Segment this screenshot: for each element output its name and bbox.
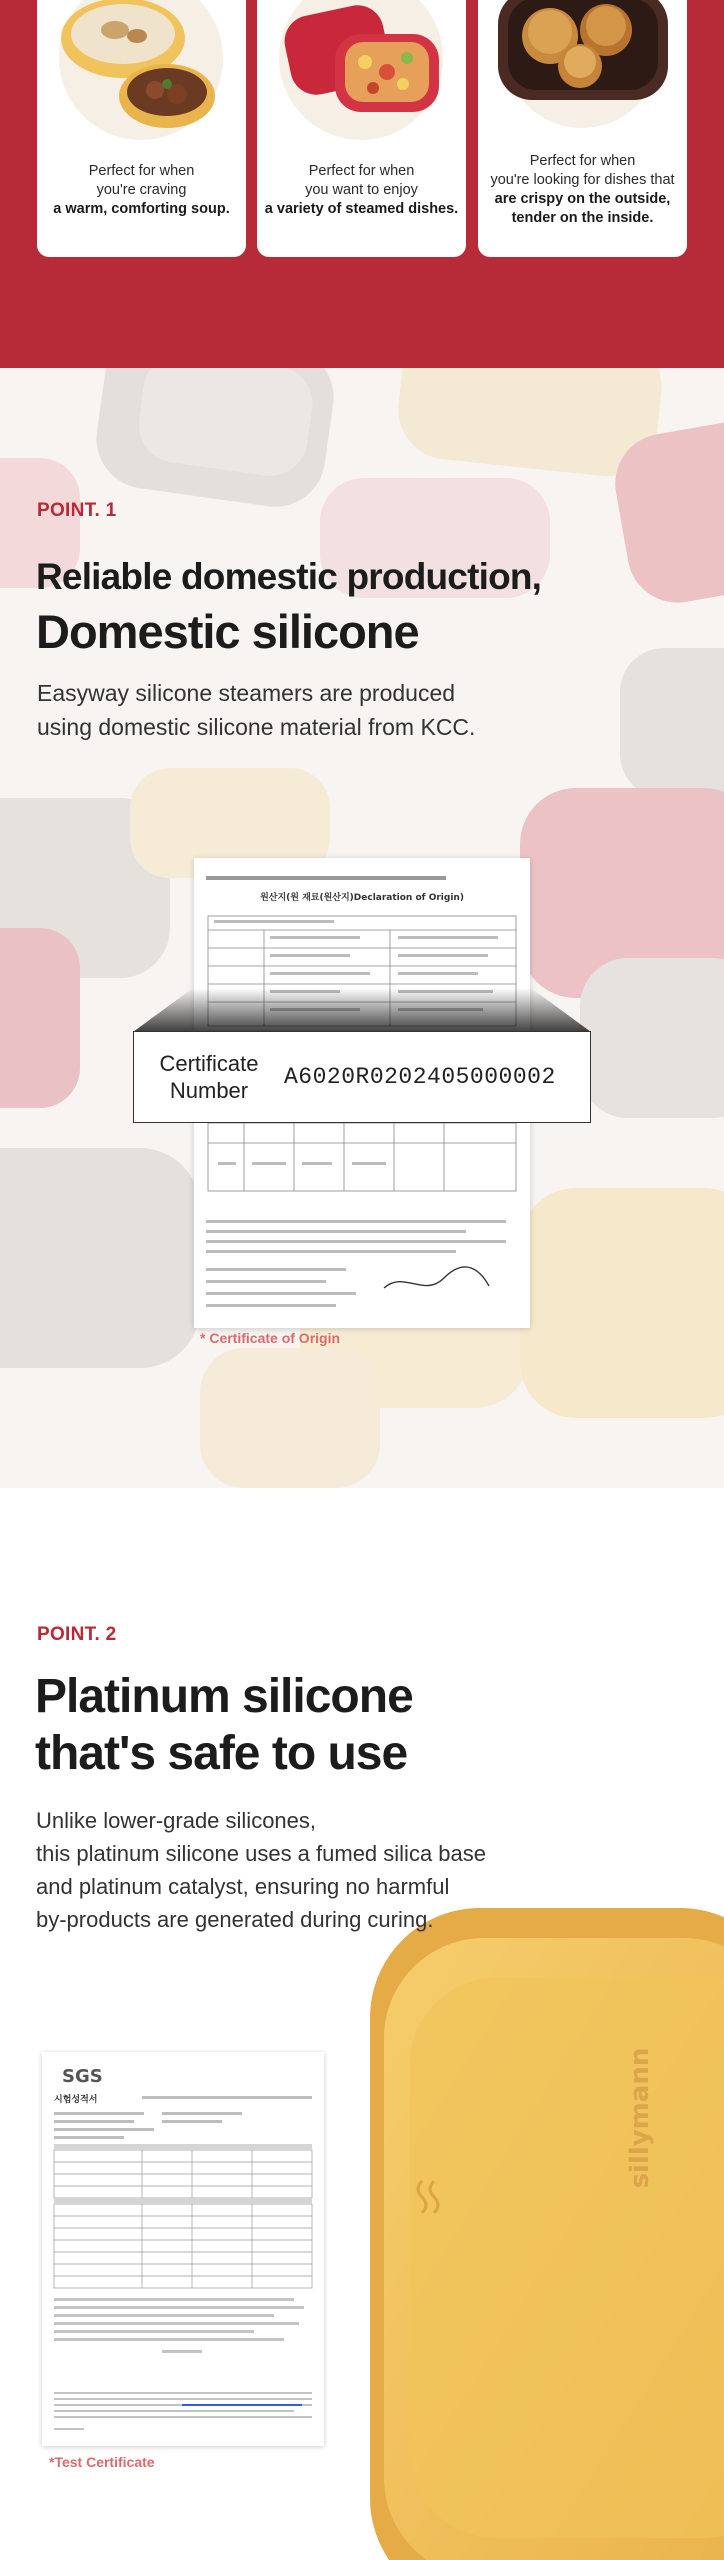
heading-line: Platinum silicone [35, 1670, 413, 1723]
label-line: Certificate [159, 1051, 259, 1076]
card-line: Perfect for when [88, 163, 195, 179]
description-line: Easyway silicone steamers are produced [37, 680, 456, 706]
description-line: and platinum catalyst, ensuring no harmful [36, 1874, 450, 1899]
card-line: you're craving [96, 182, 187, 198]
description-line: this platinum silicone uses a fumed silica base [36, 1841, 487, 1866]
point-1-subheading: Domestic silicone [36, 605, 419, 658]
usage-card-crispy [478, 0, 687, 257]
certificate-number-value: A6020R0202405000002 [284, 1064, 556, 1090]
point-2-heading [35, 1668, 413, 1782]
heading-line: that's safe to use [35, 1727, 408, 1780]
point-2-description [36, 1804, 506, 1936]
certificate-number-box [133, 1031, 591, 1123]
soup-bowl-icon [37, 0, 246, 150]
card-highlight: are crispy on the outside, [494, 191, 671, 207]
card-text [484, 152, 681, 228]
card-highlight: a variety of steamed dishes. [264, 201, 459, 217]
card-highlight: tender on the inside. [511, 210, 654, 226]
usage-card-steamed [257, 0, 466, 257]
point-1-heading: Reliable domestic production, [36, 556, 542, 597]
card-text [263, 162, 460, 219]
point-1-section [0, 368, 724, 1488]
lid-brand-text: sillymann [625, 2047, 655, 2189]
card-line: Perfect for when [529, 153, 636, 169]
card-line: you're looking for dishes that [490, 172, 675, 188]
certificate-caption: * Certificate of Origin [200, 1330, 341, 1346]
card-text [43, 162, 240, 219]
sgs-logo: SGS [62, 2066, 103, 2087]
label-line: Number [169, 1078, 249, 1103]
point-label: POINT. 2 [37, 1624, 117, 1645]
bread-roll-icon [478, 0, 687, 150]
point-1-description [37, 676, 537, 744]
card-line: you want to enjoy [305, 182, 418, 198]
description-line: Unlike lower-grade silicones, [36, 1808, 317, 1833]
point-2-section [0, 1488, 724, 2560]
description-line: by-products are generated during curing. [36, 1907, 434, 1932]
point-label: POINT. 1 [37, 500, 117, 521]
document-image [42, 2052, 324, 2446]
card-highlight: a warm, comforting soup. [53, 201, 230, 217]
card-line: Perfect for when [308, 163, 415, 179]
description-line: using domestic silicone material from KCC. [37, 714, 476, 740]
usage-card-soup [37, 0, 246, 257]
test-certificate-caption: *Test Certificate [49, 2454, 155, 2470]
document-title: 원산지(원 재료(원산지)Declaration of Origin) [260, 893, 464, 903]
document-title: 시험성적서 [54, 2095, 98, 2105]
steamed-dish-icon [257, 0, 466, 150]
sgs-test-certificate-document [42, 2052, 324, 2446]
magnifier-shadow [133, 988, 591, 1032]
certificate-number-label [134, 1050, 284, 1104]
usage-cards-section [0, 0, 724, 368]
yellow-silicone-lid-image [370, 1908, 724, 2560]
